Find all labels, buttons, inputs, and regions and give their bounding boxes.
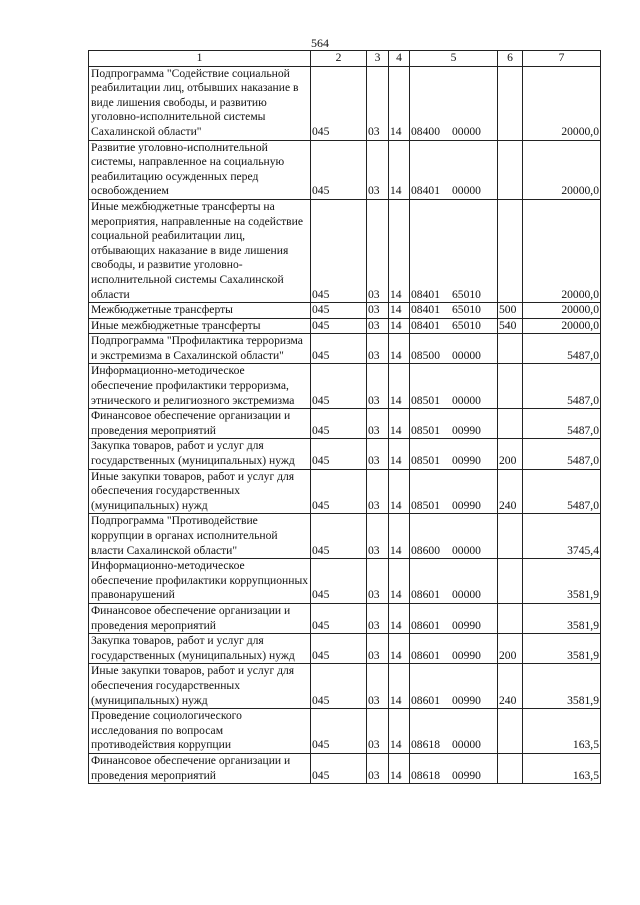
table-row [89, 664, 601, 709]
target-code-program: 08501 [411, 393, 440, 407]
target-code-program: 08500 [411, 348, 440, 362]
row-code-cell: 045 [311, 303, 367, 319]
row-amount-cell: 3581,9 [523, 603, 601, 633]
target-code-direction: 00990 [451, 454, 481, 468]
target-code-direction: 65010 [451, 318, 481, 332]
row-section-cell: 03 [367, 603, 389, 633]
row-subsection-cell: 14 [389, 66, 410, 140]
target-code-program: 08601 [411, 648, 440, 662]
table-row [89, 514, 601, 559]
row-section-cell: 03 [367, 439, 389, 469]
row-code-cell: 045 [311, 364, 367, 409]
row-code-cell: 045 [311, 559, 367, 604]
row-code-cell: 045 [311, 334, 367, 364]
row-expense-type-cell [498, 409, 523, 439]
row-expense-type-cell: 540 [498, 318, 523, 334]
row-code-cell: 045 [311, 634, 367, 664]
row-amount-cell: 5487,0 [523, 364, 601, 409]
target-code-program: 08501 [411, 423, 440, 437]
table-row [89, 439, 601, 469]
row-amount-cell: 20000,0 [523, 140, 601, 199]
target-code-direction: 00000 [451, 393, 481, 407]
table-row [89, 753, 601, 783]
row-expense-type-cell: 500 [498, 303, 523, 319]
row-name-cell: Закупка товаров, работ и услуг для государственных (муниципальных) нужд [89, 634, 311, 664]
table-row [89, 140, 601, 199]
row-amount-cell: 3581,9 [523, 634, 601, 664]
row-subsection-cell: 14 [389, 199, 410, 302]
row-target-code-cell [410, 753, 498, 783]
row-name-cell: Финансовое обеспечение организации и проведения мероприятий [89, 409, 311, 439]
row-name-cell: Подпрограмма "Противодействие коррупции в органах исполнительной власти Сахалинской области" [89, 514, 311, 559]
target-code-direction: 65010 [451, 303, 481, 317]
row-target-code-cell [410, 514, 498, 559]
row-amount-cell: 3745,4 [523, 514, 601, 559]
row-code-cell: 045 [311, 469, 367, 514]
row-section-cell: 03 [367, 664, 389, 709]
row-target-code-cell [410, 409, 498, 439]
row-subsection-cell: 14 [389, 559, 410, 604]
row-section-cell: 03 [367, 559, 389, 604]
page-number: 564 [311, 36, 329, 50]
target-code-direction: 00000 [451, 588, 481, 602]
row-section-cell: 03 [367, 318, 389, 334]
row-name-cell: Закупка товаров, работ и услуг для государственных (муниципальных) нужд [89, 439, 311, 469]
target-code-program: 08401 [411, 318, 440, 332]
row-expense-type-cell [498, 140, 523, 199]
target-code-program: 08400 [411, 124, 440, 138]
row-code-cell: 045 [311, 318, 367, 334]
row-name-cell: Иные закупки товаров, работ и услуг для обеспечения государственных (муниципальных) нужд [89, 664, 311, 709]
row-target-code-cell [410, 318, 498, 334]
row-section-cell: 03 [367, 409, 389, 439]
table-row [89, 469, 601, 514]
row-expense-type-cell [498, 199, 523, 302]
row-section-cell: 03 [367, 303, 389, 319]
row-name-cell: Проведение социологического исследования по вопросам противодействия коррупции [89, 709, 311, 754]
column-header: 3 [367, 51, 389, 67]
row-code-cell: 045 [311, 409, 367, 439]
header-row [89, 51, 601, 67]
table-row [89, 709, 601, 754]
row-name-cell: Иные закупки товаров, работ и услуг для обеспечения государственных (муниципальных) нужд [89, 469, 311, 514]
table-row [89, 66, 601, 140]
row-subsection-cell: 14 [389, 634, 410, 664]
target-code-direction: 00000 [451, 184, 481, 198]
row-target-code-cell [410, 140, 498, 199]
row-expense-type-cell: 240 [498, 469, 523, 514]
row-code-cell: 045 [311, 664, 367, 709]
row-section-cell: 03 [367, 140, 389, 199]
table-row [89, 409, 601, 439]
target-code-program: 08401 [411, 303, 440, 317]
target-code-program: 08501 [411, 498, 440, 512]
row-subsection-cell: 14 [389, 439, 410, 469]
row-amount-cell: 163,5 [523, 753, 601, 783]
row-code-cell: 045 [311, 753, 367, 783]
table-row [89, 559, 601, 604]
table-row [89, 303, 601, 319]
target-code-direction: 00990 [451, 648, 481, 662]
target-code-program: 08618 [411, 738, 440, 752]
row-subsection-cell: 14 [389, 469, 410, 514]
row-expense-type-cell [498, 66, 523, 140]
target-code-direction: 65010 [451, 287, 481, 301]
row-code-cell: 045 [311, 66, 367, 140]
row-subsection-cell: 14 [389, 709, 410, 754]
row-subsection-cell: 14 [389, 318, 410, 334]
target-code-direction: 00000 [451, 738, 481, 752]
row-subsection-cell: 14 [389, 514, 410, 559]
target-code-direction: 00990 [451, 618, 481, 632]
column-header: 7 [523, 51, 601, 67]
row-code-cell: 045 [311, 709, 367, 754]
column-header: 5 [410, 51, 498, 67]
column-header: 1 [89, 51, 311, 67]
row-section-cell: 03 [367, 634, 389, 664]
row-name-cell: Подпрограмма "Профилактика терроризма и экстремизма в Сахалинской области" [89, 334, 311, 364]
row-name-cell: Информационно-методическое обеспечение профилактики терроризма, этнического и религиозного экстремизма [89, 364, 311, 409]
target-code-direction: 00990 [451, 768, 481, 782]
row-expense-type-cell [498, 514, 523, 559]
table-body [89, 66, 601, 784]
row-expense-type-cell [498, 753, 523, 783]
row-expense-type-cell [498, 334, 523, 364]
column-header: 4 [389, 51, 410, 67]
row-section-cell: 03 [367, 364, 389, 409]
row-subsection-cell: 14 [389, 603, 410, 633]
row-amount-cell: 5487,0 [523, 334, 601, 364]
row-code-cell: 045 [311, 199, 367, 302]
table-row [89, 603, 601, 633]
row-subsection-cell: 14 [389, 364, 410, 409]
row-name-cell: Финансовое обеспечение организации и проведения мероприятий [89, 753, 311, 783]
target-code-direction: 00000 [451, 543, 481, 557]
row-amount-cell: 5487,0 [523, 469, 601, 514]
column-header: 2 [311, 51, 367, 67]
row-amount-cell: 20000,0 [523, 66, 601, 140]
target-code-program: 08601 [411, 618, 440, 632]
row-expense-type-cell [498, 603, 523, 633]
row-target-code-cell [410, 334, 498, 364]
row-code-cell: 045 [311, 439, 367, 469]
row-target-code-cell [410, 303, 498, 319]
target-code-program: 08401 [411, 287, 440, 301]
row-target-code-cell [410, 66, 498, 140]
column-header: 6 [498, 51, 523, 67]
row-section-cell: 03 [367, 334, 389, 364]
row-name-cell: Подпрограмма "Содействие социальной реабилитации лиц, отбывших наказание в виде лишения свободы, и развитию уголовно-исполнительной системы Сахалинской области" [89, 66, 311, 140]
target-code-program: 08601 [411, 693, 440, 707]
row-name-cell: Финансовое обеспечение организации и проведения мероприятий [89, 603, 311, 633]
row-subsection-cell: 14 [389, 140, 410, 199]
table-row [89, 334, 601, 364]
row-target-code-cell [410, 603, 498, 633]
row-expense-type-cell [498, 364, 523, 409]
row-name-cell: Иные межбюджетные трансферты на мероприятия, направленные на содействие социальной реабилитации лиц, отбывающих наказание в виде лишения свободы, и развитие уголовно-исполнительной системы Сахалинской области [89, 199, 311, 302]
target-code-direction: 00000 [451, 348, 481, 362]
row-subsection-cell: 14 [389, 664, 410, 709]
row-expense-type-cell: 200 [498, 439, 523, 469]
table-row [89, 318, 601, 334]
target-code-direction: 00990 [451, 498, 481, 512]
row-expense-type-cell [498, 709, 523, 754]
row-amount-cell: 5487,0 [523, 409, 601, 439]
table-row [89, 364, 601, 409]
target-code-direction: 00990 [451, 693, 481, 707]
row-target-code-cell [410, 364, 498, 409]
row-section-cell: 03 [367, 709, 389, 754]
row-amount-cell: 163,5 [523, 709, 601, 754]
row-name-cell: Межбюджетные трансферты [89, 303, 311, 319]
row-section-cell: 03 [367, 199, 389, 302]
target-code-program: 08401 [411, 184, 440, 198]
target-code-direction: 00000 [451, 124, 481, 138]
target-code-program: 08600 [411, 543, 440, 557]
row-amount-cell: 3581,9 [523, 664, 601, 709]
row-amount-cell: 5487,0 [523, 439, 601, 469]
row-code-cell: 045 [311, 603, 367, 633]
row-name-cell: Иные межбюджетные трансферты [89, 318, 311, 334]
row-target-code-cell [410, 199, 498, 302]
row-amount-cell: 3581,9 [523, 559, 601, 604]
row-target-code-cell [410, 664, 498, 709]
table-row [89, 634, 601, 664]
row-code-cell: 045 [311, 140, 367, 199]
row-target-code-cell [410, 469, 498, 514]
row-subsection-cell: 14 [389, 753, 410, 783]
row-section-cell: 03 [367, 753, 389, 783]
row-expense-type-cell: 240 [498, 664, 523, 709]
row-section-cell: 03 [367, 66, 389, 140]
target-code-program: 08618 [411, 768, 440, 782]
target-code-program: 08601 [411, 588, 440, 602]
row-target-code-cell [410, 709, 498, 754]
row-section-cell: 03 [367, 514, 389, 559]
row-amount-cell: 20000,0 [523, 303, 601, 319]
row-expense-type-cell: 200 [498, 634, 523, 664]
budget-table [88, 50, 601, 784]
row-subsection-cell: 14 [389, 409, 410, 439]
row-amount-cell: 20000,0 [523, 199, 601, 302]
target-code-program: 08501 [411, 454, 440, 468]
row-code-cell: 045 [311, 514, 367, 559]
row-target-code-cell [410, 634, 498, 664]
row-name-cell: Развитие уголовно-исполнительной системы, направленное на социальную реабилитацию осужденных перед освобождением [89, 140, 311, 199]
row-target-code-cell [410, 439, 498, 469]
row-expense-type-cell [498, 559, 523, 604]
row-target-code-cell [410, 559, 498, 604]
row-subsection-cell: 14 [389, 303, 410, 319]
row-amount-cell: 20000,0 [523, 318, 601, 334]
target-code-direction: 00990 [451, 423, 481, 437]
table-row [89, 199, 601, 302]
row-subsection-cell: 14 [389, 334, 410, 364]
row-section-cell: 03 [367, 469, 389, 514]
row-name-cell: Информационно-методическое обеспечение профилактики коррупционных правонарушений [89, 559, 311, 604]
